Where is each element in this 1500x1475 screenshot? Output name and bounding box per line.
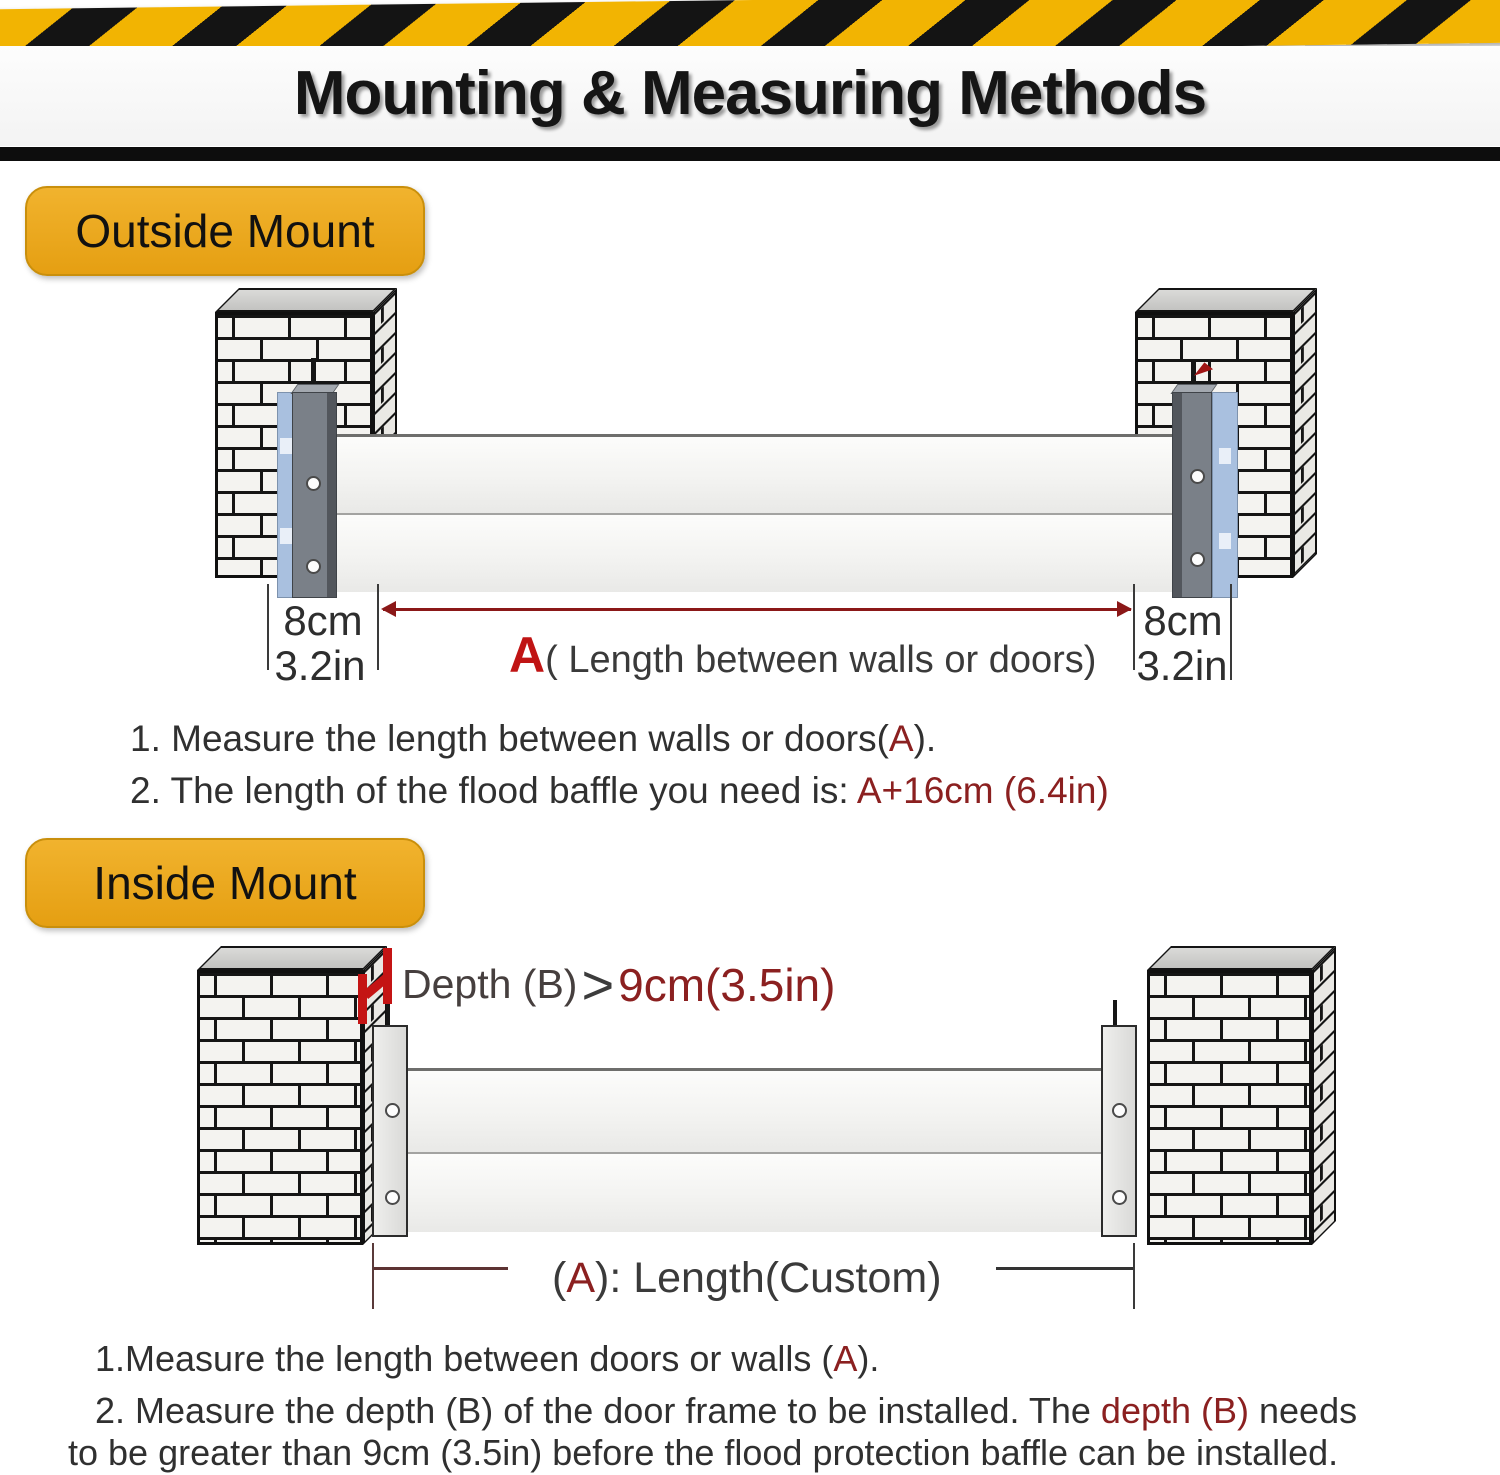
- gap-label-in-right: 3.2in: [1136, 642, 1228, 689]
- inside-step-1: [95, 1338, 879, 1380]
- pillar-side-face: [1293, 288, 1317, 578]
- bracket-edge: [327, 393, 336, 597]
- gap-label-cm-right: 8cm: [1143, 597, 1223, 644]
- gasket-mark: [280, 528, 292, 544]
- flood-baffle-panel: [334, 434, 1174, 592]
- inside-step-2-line-1: [95, 1390, 1357, 1432]
- baffle-plank-top: [334, 434, 1174, 513]
- baffle-plank-bottom: [334, 513, 1174, 592]
- outside-step-1: [130, 718, 936, 760]
- gap-label-in-left: 3.2in: [274, 642, 366, 689]
- span-length-label: [509, 626, 1096, 684]
- mount-channel-right: [1101, 1025, 1137, 1237]
- pillar-top-face: [1135, 288, 1317, 312]
- screw-hole: [385, 1103, 400, 1118]
- arrow-right-icon: [1117, 601, 1132, 617]
- length-custom-label: [552, 1254, 942, 1303]
- dimension-tick: [1230, 584, 1232, 680]
- dimension-segment: [996, 1267, 1133, 1270]
- dimension-tick: [372, 1243, 374, 1309]
- span-length-a: A: [509, 627, 546, 683]
- outside-mount-badge: Outside Mount: [25, 186, 425, 276]
- baffle-plank-top: [408, 1068, 1101, 1152]
- screw-hole: [1112, 1190, 1127, 1205]
- page-title: Mounting & Measuring Methods: [293, 59, 1207, 128]
- span-length-text: ( Length between walls or doors): [545, 639, 1097, 681]
- brick-pillar-inside-left: [197, 970, 363, 1245]
- gasket-mark: [280, 438, 292, 454]
- greater-than-sign: >: [581, 953, 615, 1016]
- gasket-mark: [1219, 533, 1231, 549]
- step-highlight: A: [833, 1338, 858, 1379]
- label-highlight: A: [566, 1254, 596, 1302]
- baffle-plank-bottom: [408, 1152, 1101, 1232]
- flood-baffle-panel-inside: [408, 1068, 1101, 1232]
- label-text: ): Length(Custom): [595, 1254, 942, 1302]
- seal-gasket-left: [277, 392, 293, 598]
- span-arrow-line: [383, 608, 1131, 611]
- screw-hole: [1112, 1103, 1127, 1118]
- screw-hole: [306, 476, 321, 491]
- screw-hole: [385, 1190, 400, 1205]
- pillar-top-face: [1147, 946, 1336, 970]
- step-text: 1. Measure the length between walls or doors(: [130, 718, 889, 759]
- mount-bracket-left: [292, 392, 337, 598]
- bracket-edge: [1173, 393, 1182, 597]
- pillar-side-face: [1312, 946, 1336, 1245]
- gasket-mark: [1219, 448, 1231, 464]
- dimension-tick: [1133, 1243, 1135, 1309]
- step-text: 2. The length of the flood baffle you need is:: [130, 770, 857, 811]
- step-text: needs: [1249, 1390, 1358, 1431]
- step-highlight: A: [888, 718, 914, 759]
- depth-requirement-label: [402, 952, 835, 1017]
- outside-step-2: [130, 770, 1109, 812]
- screw-hole: [1190, 469, 1205, 484]
- brick-pillar-inside-right: [1147, 970, 1312, 1245]
- step-highlight: A+16cm (6.4in): [856, 770, 1109, 811]
- depth-label-text: Depth (B): [402, 961, 578, 1007]
- pillar-top-face: [215, 288, 397, 312]
- dimension-segment: [374, 1267, 508, 1270]
- label-text: (: [552, 1254, 567, 1302]
- step-highlight: depth (B): [1100, 1390, 1249, 1431]
- screw-hole: [306, 559, 321, 574]
- seal-gasket-right: [1212, 392, 1238, 598]
- inside-mount-badge: Inside Mount: [25, 838, 425, 928]
- step-text: ).: [857, 1338, 880, 1379]
- arrow-left-icon: [381, 601, 396, 617]
- header-divider: [0, 147, 1500, 161]
- step-text: 1.Measure the length between doors or walls (: [95, 1338, 834, 1379]
- mount-channel-left: [372, 1025, 408, 1237]
- gap-label-cm-left: 8cm: [283, 597, 363, 644]
- inside-step-2-line-2: to be greater than 9cm (3.5in) before the flood protection baffle can be installed.: [68, 1432, 1339, 1473]
- depth-indicator-bar-icon: [358, 974, 367, 1024]
- step-text: 2. Measure the depth (B) of the door frame to be installed. The: [95, 1390, 1101, 1431]
- pillar-top-face: [197, 946, 387, 970]
- screw-hole: [1190, 552, 1205, 567]
- step-text: ).: [913, 718, 937, 759]
- mount-bracket-right: [1172, 392, 1212, 598]
- depth-value-text: 9cm(3.5in): [618, 958, 836, 1011]
